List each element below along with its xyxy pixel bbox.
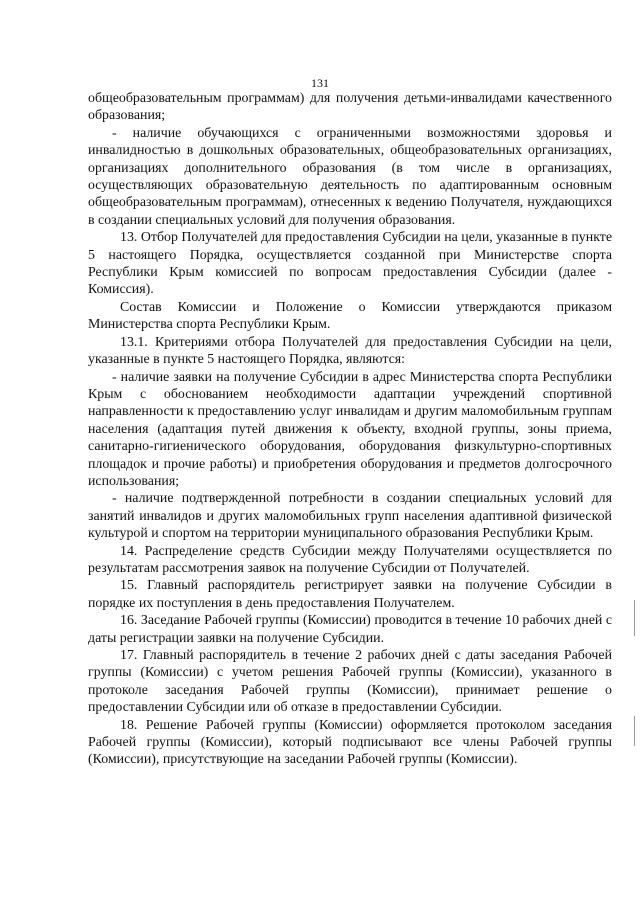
paragraph-14: 14. Распределение средств Субсидии между Получателями осуществляется по результатам рассмотрения заявок на получение Субсидии от Получателей. <box>88 543 612 576</box>
paragraph-15: 15. Главный распорядитель регистрирует заявки на получение Субсидии в порядке их поступления в день предоставления Получателем. <box>88 578 612 611</box>
paragraph-continuation: общеобразовательным программам) для получения детьми-инвалидами качественного образования; <box>88 91 612 124</box>
page-number: 131 <box>311 76 329 90</box>
paragraph-13: 13. Отбор Получателей для предоставления Субсидии на цели, указанные в пункте 5 настоящего Порядка, осуществляется созданной при Министерстве спорта Республики Крым комиссией по вопросам предоставления Субсидии (далее - Комиссия). <box>88 230 612 298</box>
bullet-item: - наличие подтвержденной потребности в создании специальных условий для занятий инвалидов и других маломобильных групп населения адаптивной физической культурой и спортом на территории муниципального образования Республики Крым. <box>88 491 612 542</box>
paragraph-13-1: 13.1. Критериями отбора Получателей для предоставления Субсидии на цели, указанные в пункте 5 настоящего Порядка, являются: <box>88 334 612 368</box>
bullet-item: - наличие заявки на получение Субсидии в адрес Министерства спорта Республики Крым с обоснованием необходимости адаптации учреждений спортивной направленности к предоставлению услуг инвалидам и другим маломобильным группам населения (адаптация путей движения к объекту, входной группы, зоны приема, санитарно-гигиенического оборудования, оборудования физкультурно-спортивных площадок и прочие работы) и приобретения оборудования и предметов долгосрочного использования; <box>88 369 612 489</box>
scan-edge-mark <box>634 716 635 746</box>
document-body <box>88 90 612 769</box>
paragraph-16: 16. Заседание Рабочей группы (Комиссии) проводится в течение 10 рабочих дней с даты регистрации заявки на получение Субсидии. <box>88 613 612 646</box>
paragraph-17: 17. Главный распорядитель в течение 2 рабочих дней с даты заседания Рабочей группы (Комиссии) с учетом решения Рабочей группы (Комиссии), указанного в протоколе заседания Рабочей группы (Комиссии), принимает решение о предоставлении Субсидии или об отказе в предоставлении Субсидии. <box>88 648 612 716</box>
paragraph-18: 18. Решение Рабочей группы (Комиссии) оформляется протоколом заседания Рабочей группы (Комиссии), который подписывают все члены Рабочей группы (Комиссии), присутствующие на заседании Рабочей группы (Комиссии). <box>88 717 612 768</box>
paragraph-commission-composition: Состав Комиссии и Положение о Комиссии утверждаются приказом Министерства спорта Республики Крым. <box>88 299 612 333</box>
bullet-item: - наличие обучающихся с ограниченными возможностями здоровья и инвалидностью в дошкольных образовательных, общеобразовательных организациях, организациях дополнительного образования (в том числе в организациях, осуществляющих образовательную деятельность по адаптированным основным общеобразовательным программам), отнесенных к ведению Получателя, нуждающихся в создании специальных условий для получения образования. <box>88 125 612 228</box>
scan-edge-mark <box>634 600 635 636</box>
